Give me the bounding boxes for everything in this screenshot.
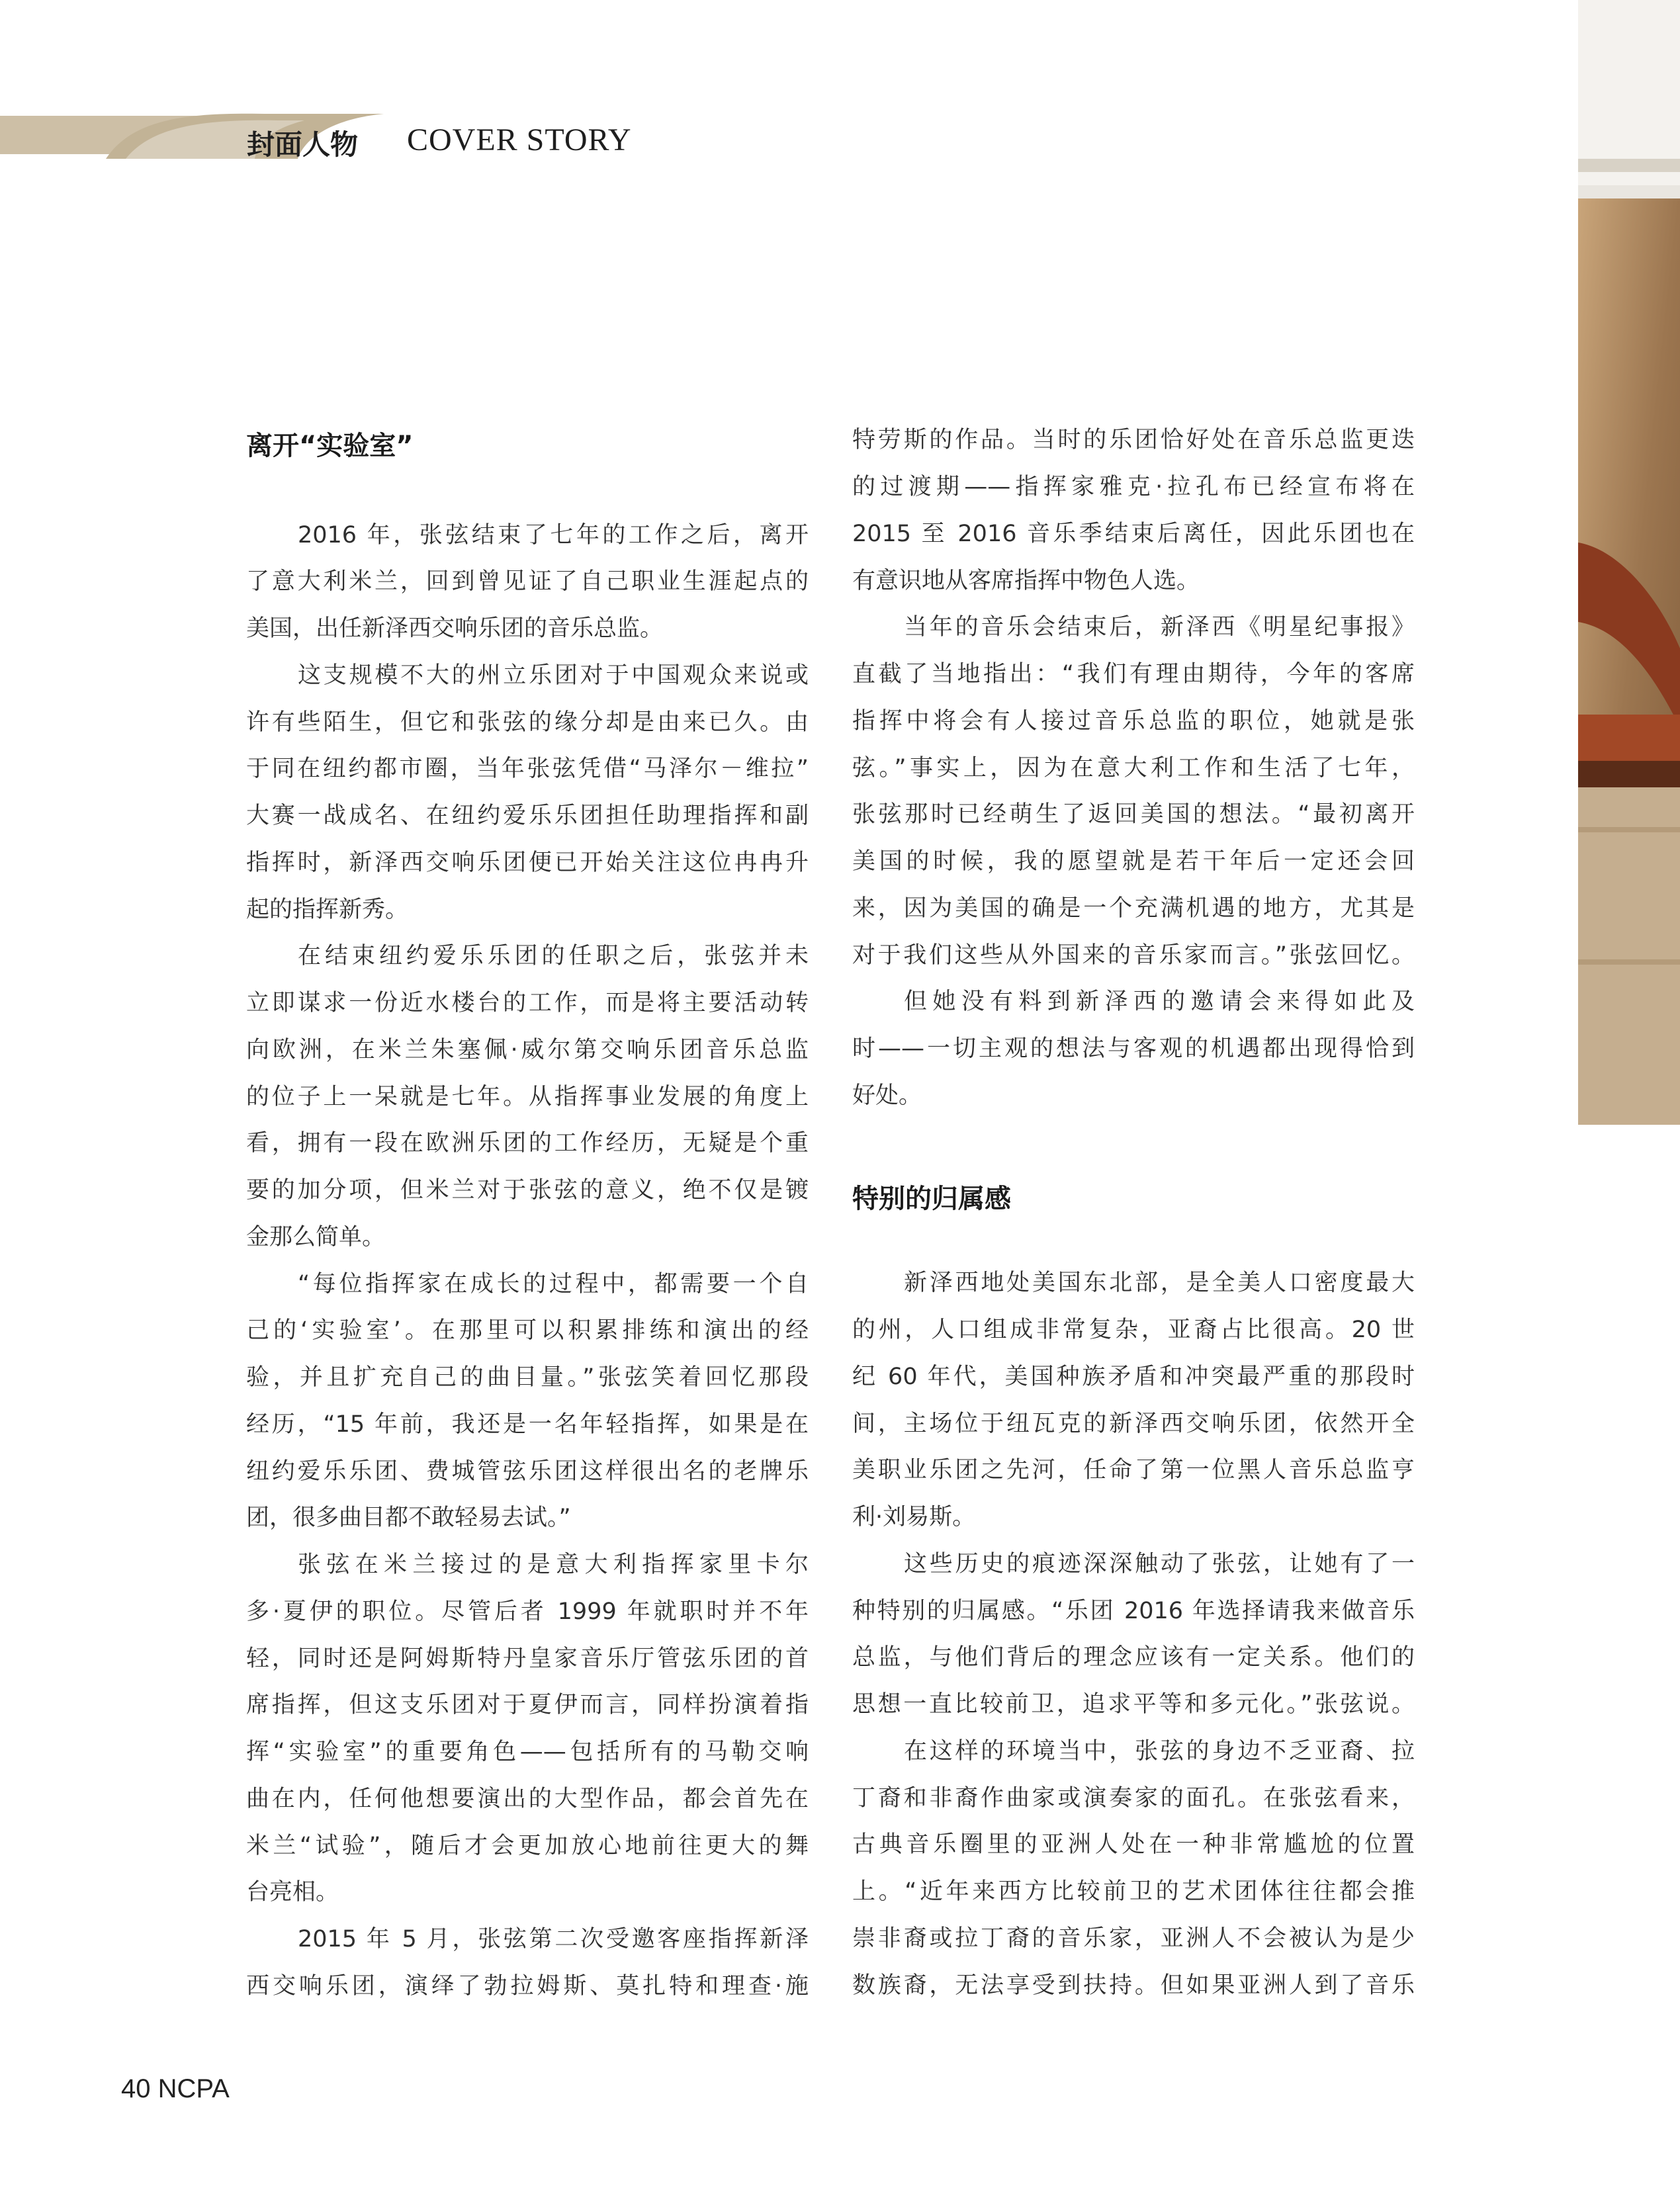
body-line: 的位子上一呆就是七年。从指挥事业发展的角度上: [246, 1084, 809, 1110]
body-line: 多·夏伊的职位。尽管后者 1999 年就职时并不年: [246, 1598, 809, 1625]
body-line: 立即谋求一份近水楼台的工作，而是将主要活动转: [246, 990, 809, 1016]
body-line: 有意识地从客席指挥中物色人选。: [852, 568, 1200, 594]
body-line: 在这样的环境当中，张弦的身边不乏亚裔、拉: [904, 1738, 1415, 1765]
body-line: 2016 年，张弦结束了七年的工作之后，离开: [298, 522, 809, 548]
body-line: 西交响乐团，演绎了勃拉姆斯、莫扎特和理查·施: [246, 1973, 809, 1999]
body-line: 当年的音乐会结束后，新泽西《明星纪事报》: [904, 614, 1415, 640]
body-line: 但她没有料到新泽西的邀请会来得如此及: [904, 988, 1415, 1015]
body-line: 在结束纽约爱乐乐团的任职之后，张弦并未: [298, 943, 809, 969]
body-line: 纪 60 年代，美国种族矛盾和冲突最严重的那段时: [852, 1364, 1415, 1390]
body-line: 特劳斯的作品。当时的乐团恰好处在音乐总监更迭: [852, 427, 1415, 453]
body-line: 米兰“试验”，随后才会更加放心地前往更大的舞: [246, 1833, 809, 1859]
body-line: 美国的时候，我的愿望就是若干年后一定还会回: [852, 848, 1415, 875]
body-line: 利·刘易斯。: [852, 1504, 976, 1530]
body-line: 张弦那时已经萌生了返回美国的想法。“最初离开: [852, 801, 1415, 828]
section-heading: 特别的归属感: [852, 1184, 1011, 1214]
body-line: 团，很多曲目都不敢轻易去试。”: [246, 1505, 571, 1531]
body-line: 这些历史的痕迹深深触动了张弦，让她有了一: [904, 1551, 1415, 1577]
body-line: 轻，同时还是阿姆斯特丹皇家音乐厅管弦乐团的首: [246, 1645, 809, 1672]
body-line: 纽约爱乐乐团、费城管弦乐团这样很出名的老牌乐: [246, 1458, 809, 1485]
body-line: 思想一直比较前卫，追求平等和多元化。”张弦说。: [852, 1691, 1415, 1718]
body-line: 总监，与他们背后的理念应该有一定关系。他们的: [852, 1644, 1415, 1671]
page-folio: 40 NCPA: [121, 2074, 230, 2103]
body-line: 台亮相。: [246, 1879, 339, 1905]
section-title-en: COVER STORY: [407, 122, 632, 157]
body-line: 看，拥有一段在欧洲乐团的工作经历，无疑是个重: [246, 1130, 809, 1157]
body-line: 时——一切主观的想法与客观的机遇都出现得恰到: [852, 1035, 1415, 1062]
body-line: 起的指挥新秀。: [246, 897, 409, 923]
body-line: 了意大利米兰，回到曾见证了自己职业生涯起点的: [246, 568, 809, 595]
body-line: 席指挥，但这支乐团对于夏伊而言，同样扮演着指: [246, 1692, 809, 1718]
body-line: 许有些陌生，但它和张弦的缘分却是由来已久。由: [246, 709, 809, 736]
body-line: 数族裔，无法享受到扶持。但如果亚洲人到了音乐: [852, 1972, 1415, 1999]
body-line: 来，因为美国的确是一个充满机遇的地方，尤其是: [852, 895, 1415, 922]
body-line: 的过渡期——指挥家雅克·拉孔布已经宣布将在: [852, 474, 1415, 500]
body-line: 种特别的归属感。“乐团 2016 年选择请我来做音乐: [852, 1598, 1415, 1624]
body-line: 古典音乐圈里的亚洲人处在一种非常尴尬的位置: [852, 1831, 1415, 1858]
body-line: 美职业乐团之先河，任命了第一位黑人音乐总监亨: [852, 1457, 1415, 1483]
body-line: 己的‘实验室’。在那里可以积累排练和演出的经: [246, 1317, 809, 1344]
body-line: 2015 年 5 月，张弦第二次受邀客座指挥新泽: [298, 1926, 809, 1952]
body-line: 指挥时，新泽西交响乐团便已开始关注这位冉冉升: [246, 850, 809, 876]
body-line: 大赛一战成名、在纽约爱乐乐团担任助理指挥和副: [246, 803, 809, 829]
body-line: 2015 至 2016 音乐季结束后离任，因此乐团也在: [852, 521, 1415, 547]
section-heading: 离开“实验室”: [246, 431, 414, 461]
body-line: 指挥中将会有人接过音乐总监的职位，她就是张: [852, 708, 1415, 734]
body-line: 金那么简单。: [246, 1224, 386, 1250]
body-line: 直截了当地指出：“我们有理由期待，今年的客席: [852, 661, 1415, 687]
body-line: 上。“近年来西方比较前卫的艺术团体往往都会推: [852, 1878, 1415, 1905]
body-line: 对于我们这些从外国来的音乐家而言。”张弦回忆。: [852, 942, 1415, 969]
body-line: 验，并且扩充自己的曲目量。”张弦笑着回忆那段: [246, 1364, 809, 1391]
body-line: 间，主场位于纽瓦克的新泽西交响乐团，依然开全: [852, 1411, 1415, 1437]
body-line: 的州，人口组成非常复杂，亚裔占比很高。20 世: [852, 1317, 1415, 1343]
body-line: 曲在内，任何他想要演出的大型作品，都会首先在: [246, 1786, 809, 1812]
body-line: 于同在纽约都市圈，当年张弦凭借“马泽尔－维拉”: [246, 756, 809, 782]
body-line: 弦。”事实上，因为在意大利工作和生活了七年，: [852, 755, 1415, 781]
body-line: 挥“实验室”的重要角色——包括所有的马勒交响: [246, 1739, 809, 1765]
body-line: 向欧洲，在米兰朱塞佩·威尔第交响乐团音乐总监: [246, 1037, 809, 1063]
cover-photo-edge: [1578, 0, 1680, 1125]
body-line: 经历，“15 年前，我还是一名年轻指挥，如果是在: [246, 1411, 809, 1438]
body-line: 崇非裔或拉丁裔的音乐家，亚洲人不会被认为是少: [852, 1925, 1415, 1952]
body-line: 好处。: [852, 1082, 922, 1109]
body-line: “每位指挥家在成长的过程中，都需要一个自: [298, 1271, 809, 1297]
photo-illustration: [1578, 0, 1680, 1125]
body-line: 这支规模不大的州立乐团对于中国观众来说或: [298, 662, 809, 689]
body-line: 新泽西地处美国东北部，是全美人口密度最大: [904, 1270, 1415, 1296]
body-line: 丁裔和非裔作曲家或演奏家的面孔。在张弦看来，: [852, 1785, 1415, 1812]
body-line: 美国，出任新泽西交响乐团的音乐总监。: [246, 615, 664, 642]
body-line: 张弦在米兰接过的是意大利指挥家里卡尔: [298, 1552, 809, 1578]
section-title-cn: 封面人物: [247, 128, 359, 161]
body-line: 要的加分项，但米兰对于张弦的意义，绝不仅是镀: [246, 1177, 809, 1203]
